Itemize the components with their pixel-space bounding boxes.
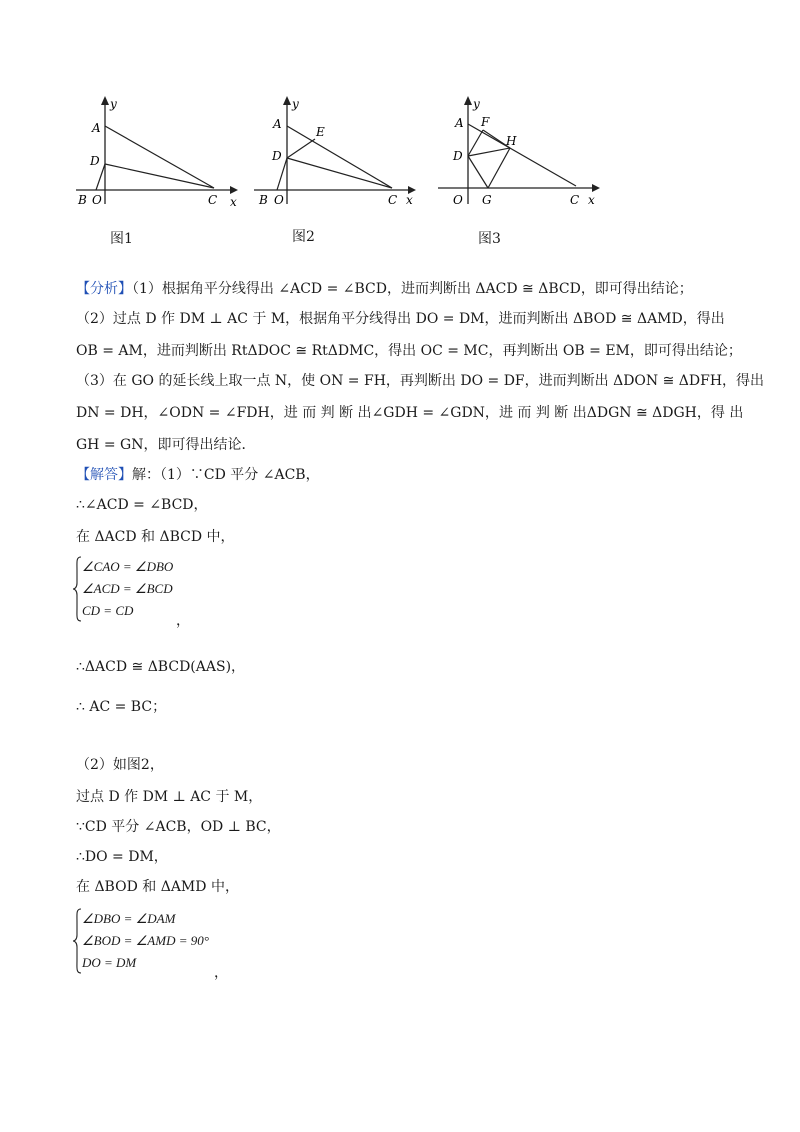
analysis-line-4	[76, 370, 765, 390]
analysis-l5-part: ∠ODN = ∠FDH，	[157, 405, 284, 421]
figure-2-diagram	[250, 90, 420, 215]
analysis-line-6: GH = GN，即可得出结论．	[76, 437, 256, 453]
label-B: B	[259, 193, 268, 207]
label-O: O	[274, 193, 284, 207]
analysis-l2-part: 得出	[696, 311, 725, 327]
figure-3-caption: 图3	[478, 231, 501, 247]
solution-line-7: ∴DO = DM，	[76, 849, 168, 865]
analysis-text-1: （1）根据角平分线得出 ∠ACD = ∠BCD，进而判断出 ΔACD ≅ ΔBCD，即可得出结论；	[132, 281, 693, 297]
figure-2	[250, 90, 420, 215]
analysis-tag: 【分析】	[76, 281, 132, 297]
system-row: CD = CD	[82, 603, 134, 618]
figure-1	[72, 92, 242, 217]
analysis-l2-part: （2）过点 D 作 DM ⊥ AC 于 M，	[76, 311, 300, 327]
analysis-l4-part: （3）在 GO 的延长线上取一点 N，	[76, 373, 302, 389]
label-G: G	[482, 193, 492, 207]
label-x: x	[406, 193, 413, 207]
solution-line-4: ∴ AC = BC；	[76, 699, 167, 715]
label-x: x	[588, 193, 595, 207]
label-D: D	[453, 149, 463, 163]
solution-line-6: ∵CD 平分 ∠ACB，OD ⊥ BC，	[76, 819, 281, 835]
analysis-l4-part: 再判断出 DO = DF，	[399, 373, 539, 389]
solution-head-text: 解：（1）∵CD 平分 ∠ACB，	[132, 467, 320, 483]
label-A: A	[273, 117, 282, 131]
label-B: B	[78, 193, 87, 207]
label-C: C	[208, 193, 218, 207]
solution-line-2: 在 ΔACD 和 ΔBCD 中，	[76, 529, 235, 545]
analysis-line-1	[76, 278, 693, 298]
solution-part-2-head: （2）如图2，	[76, 757, 164, 773]
system-row: ∠ACD = ∠BCD	[82, 581, 173, 596]
analysis-l5-part: DN = DH，	[76, 405, 158, 421]
label-A: A	[455, 116, 464, 130]
analysis-line-3: OB = AM，进而判断出 RtΔDOC ≅ RtΔDMC，得出 OC = MC，再判断出 OB = EM，即可得出结论；	[76, 343, 742, 359]
system-1-tail: ，	[176, 613, 190, 629]
system-row: ∠BOD = ∠AMD = 90°	[82, 933, 209, 948]
label-D: D	[90, 154, 100, 168]
analysis-l2-part: 进而判断出 ΔBOD ≅ ΔAMD，	[498, 311, 697, 327]
label-y: y	[110, 97, 117, 111]
analysis-l5-part: ΔDGN ≅ ΔDGH，	[586, 405, 711, 421]
analysis-l5-part: ∠GDH = ∠GDN，	[371, 405, 499, 421]
figure-3	[436, 92, 606, 217]
label-O: O	[453, 193, 463, 207]
analysis-l5-part: 进 而 判 断 出	[283, 405, 372, 421]
analysis-l5-part: 进 而 判 断 出	[498, 405, 587, 421]
analysis-l4-part: 进而判断出 ΔDON ≅ ΔDFH，	[538, 373, 737, 389]
analysis-line-2	[76, 308, 724, 328]
label-y: y	[292, 97, 299, 111]
solution-line-head	[76, 464, 320, 484]
figure-2-caption: 图2	[292, 229, 315, 245]
label-F: F	[481, 115, 490, 129]
system-row: DO = DM	[82, 955, 137, 970]
label-D: D	[272, 149, 282, 163]
solution-line-1: ∴∠ACD = ∠BCD，	[76, 497, 208, 513]
label-A: A	[92, 121, 101, 135]
system-row: ∠CAO = ∠DBO	[82, 559, 174, 574]
analysis-line-5	[76, 402, 744, 422]
solution-line-3: ∴ΔACD ≅ ΔBCD(AAS)，	[76, 659, 246, 675]
analysis-l4-part: 得出	[736, 373, 765, 389]
label-E: E	[316, 125, 325, 139]
label-H: H	[506, 134, 517, 148]
system-row: ∠DBO = ∠DAM	[82, 911, 176, 926]
label-C: C	[570, 193, 580, 207]
label-x: x	[230, 195, 237, 209]
analysis-l5-part: 得 出	[710, 405, 744, 421]
solution-tag: 【解答】	[76, 467, 132, 483]
brace-icon	[72, 908, 82, 974]
brace-icon	[72, 556, 82, 622]
label-y: y	[473, 97, 480, 111]
system-2-tail: ，	[214, 965, 228, 981]
figure-1-caption: 图1	[110, 231, 133, 247]
label-O: O	[92, 193, 102, 207]
figure-1-diagram	[72, 92, 242, 217]
solution-line-8: 在 ΔBOD 和 ΔAMD 中，	[76, 879, 239, 895]
solution-line-5: 过点 D 作 DM ⊥ AC 于 M，	[76, 789, 263, 805]
analysis-l4-part: 使 ON = FH，	[301, 373, 400, 389]
label-C: C	[388, 193, 398, 207]
analysis-l2-part: 根据角平分线得出 DO = DM，	[299, 311, 499, 327]
figure-3-diagram	[436, 92, 606, 217]
